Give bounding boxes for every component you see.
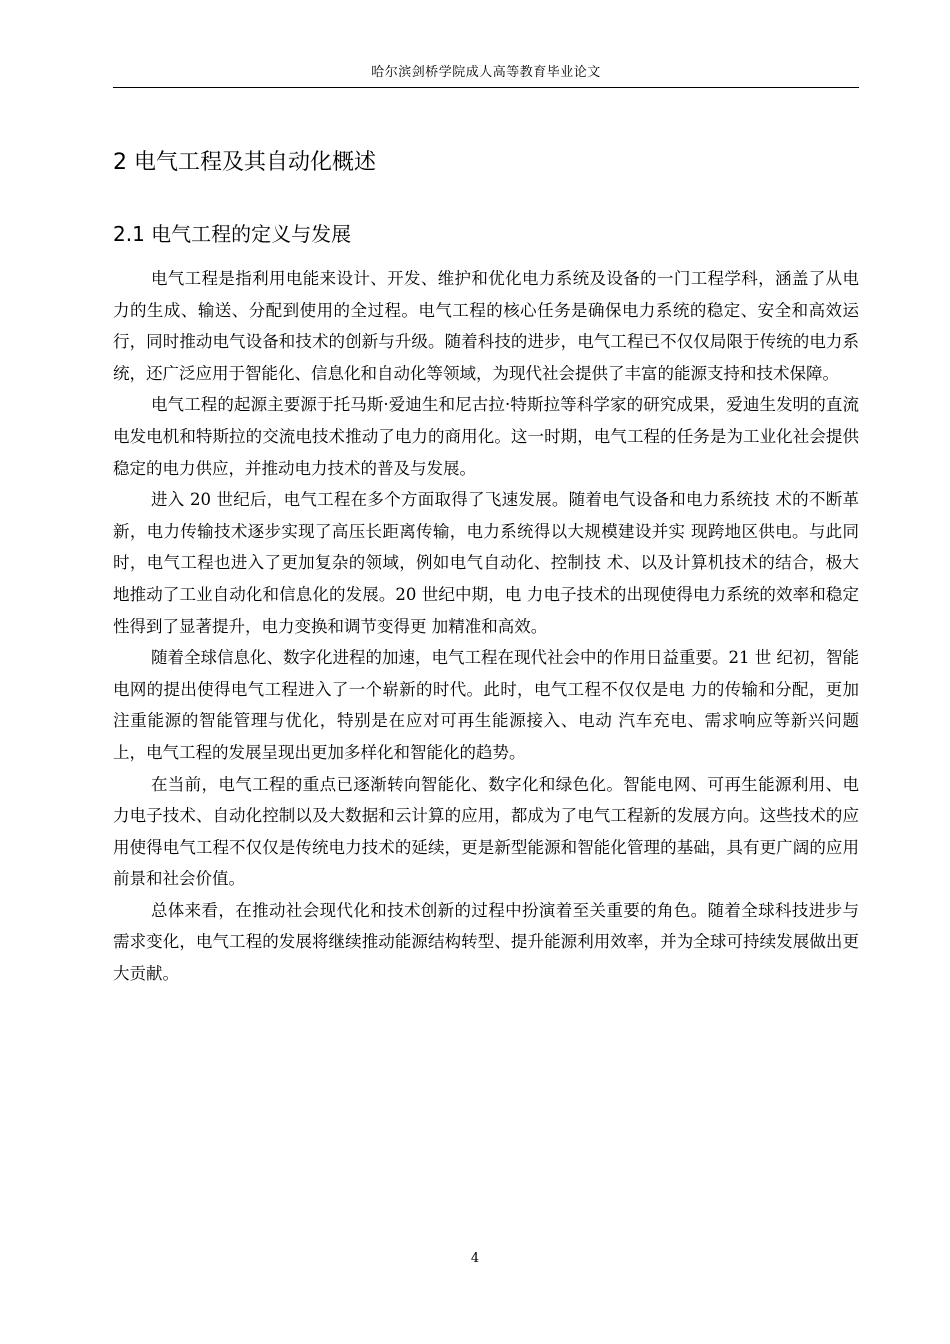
paragraph-origin: 电气工程的起源主要源于托马斯·爱迪生和尼古拉·特斯拉等科学家的研究成果，爱迪生发明的直流电发电机和特斯拉的交流电技术推动了电力的商用化。这一时期，电气工程的任务是为工业化社会提供稳定的电力供应，并推动电力技术的普及与发展。 xyxy=(113,395,859,478)
body-text xyxy=(113,263,859,990)
paragraph-current-trends: 在当前，电气工程的重点已逐渐转向智能化、数字化和绿色化。智能电网、可再生能源利用、电力电子技术、自动化控制以及大数据和云计算的应用，都成为了电气工程新的发展方向。这些技术的应用使得电气工程不仅仅是传统电力技术的延续，更是新型能源和智能化管理的基础，具有更广阔的应用前景和社会价值。 xyxy=(113,774,859,889)
chapter-title: 2 电气工程及其自动化概述 xyxy=(113,150,376,175)
paragraph-20th-century: 进入 20 世纪后，电气工程在多个方面取得了飞速发展。随着电气设备和电力系统技 术的不断革新，电力传输技术逐步实现了高压长距离传输，电力系统得以大规模建设并实 现跨地区供电。与此同时，电气工程也进入了更加复杂的领域，例如电气自动化、控制技 术、以及计算机技术的结合，极大地推动了工业自动化和信息化的发展。20 世纪中期，电 力电子技术的出现使得电力系统的效率和稳定性得到了显著提升，电力变换和调节变得更 加精准和高效。 xyxy=(113,490,859,636)
running-header: 哈尔滨剑桥学院成人高等教育毕业论文 xyxy=(371,65,601,80)
section-title: 2.1 电气工程的定义与发展 xyxy=(113,222,352,246)
paragraph-21st-century: 随着全球信息化、数字化进程的加速，电气工程在现代社会中的作用日益重要。21 世 纪初，智能电网的提出使得电气工程进入了一个崭新的时代。此时，电气工程不仅仅是电 力的传输和分配，更加注重能源的智能管理与优化，特别是在应对可再生能源接入、电动 汽车充电、需求响应等新兴问题上，电气工程的发展呈现出更加多样化和智能化的趋势。 xyxy=(113,648,859,762)
paragraph-definition: 电气工程是指利用电能来设计、开发、维护和优化电力系统及设备的一门工程学科，涵盖了从电力的生成、输送、分配到使用的全过程。电气工程的核心任务是确保电力系统的稳定、安全和高效运行，同时推动电气设备和技术的创新与升级。随着科技的进步，电气工程已不仅仅局限于传统的电力系统，还广泛应用于智能化、信息化和自动化等领域，为现代社会提供了丰富的能源支持和技术保障。 xyxy=(113,269,859,383)
header-rule xyxy=(113,87,859,88)
page-number: 4 xyxy=(470,1251,480,1266)
paragraph-summary: 总体来看，在推动社会现代化和技术创新的过程中扮演着至关重要的角色。随着全球科技进步与需求变化，电气工程的发展将继续推动能源结构转型、提升能源利用效率，并为全球可持续发展做出更大贡献。 xyxy=(113,900,859,984)
